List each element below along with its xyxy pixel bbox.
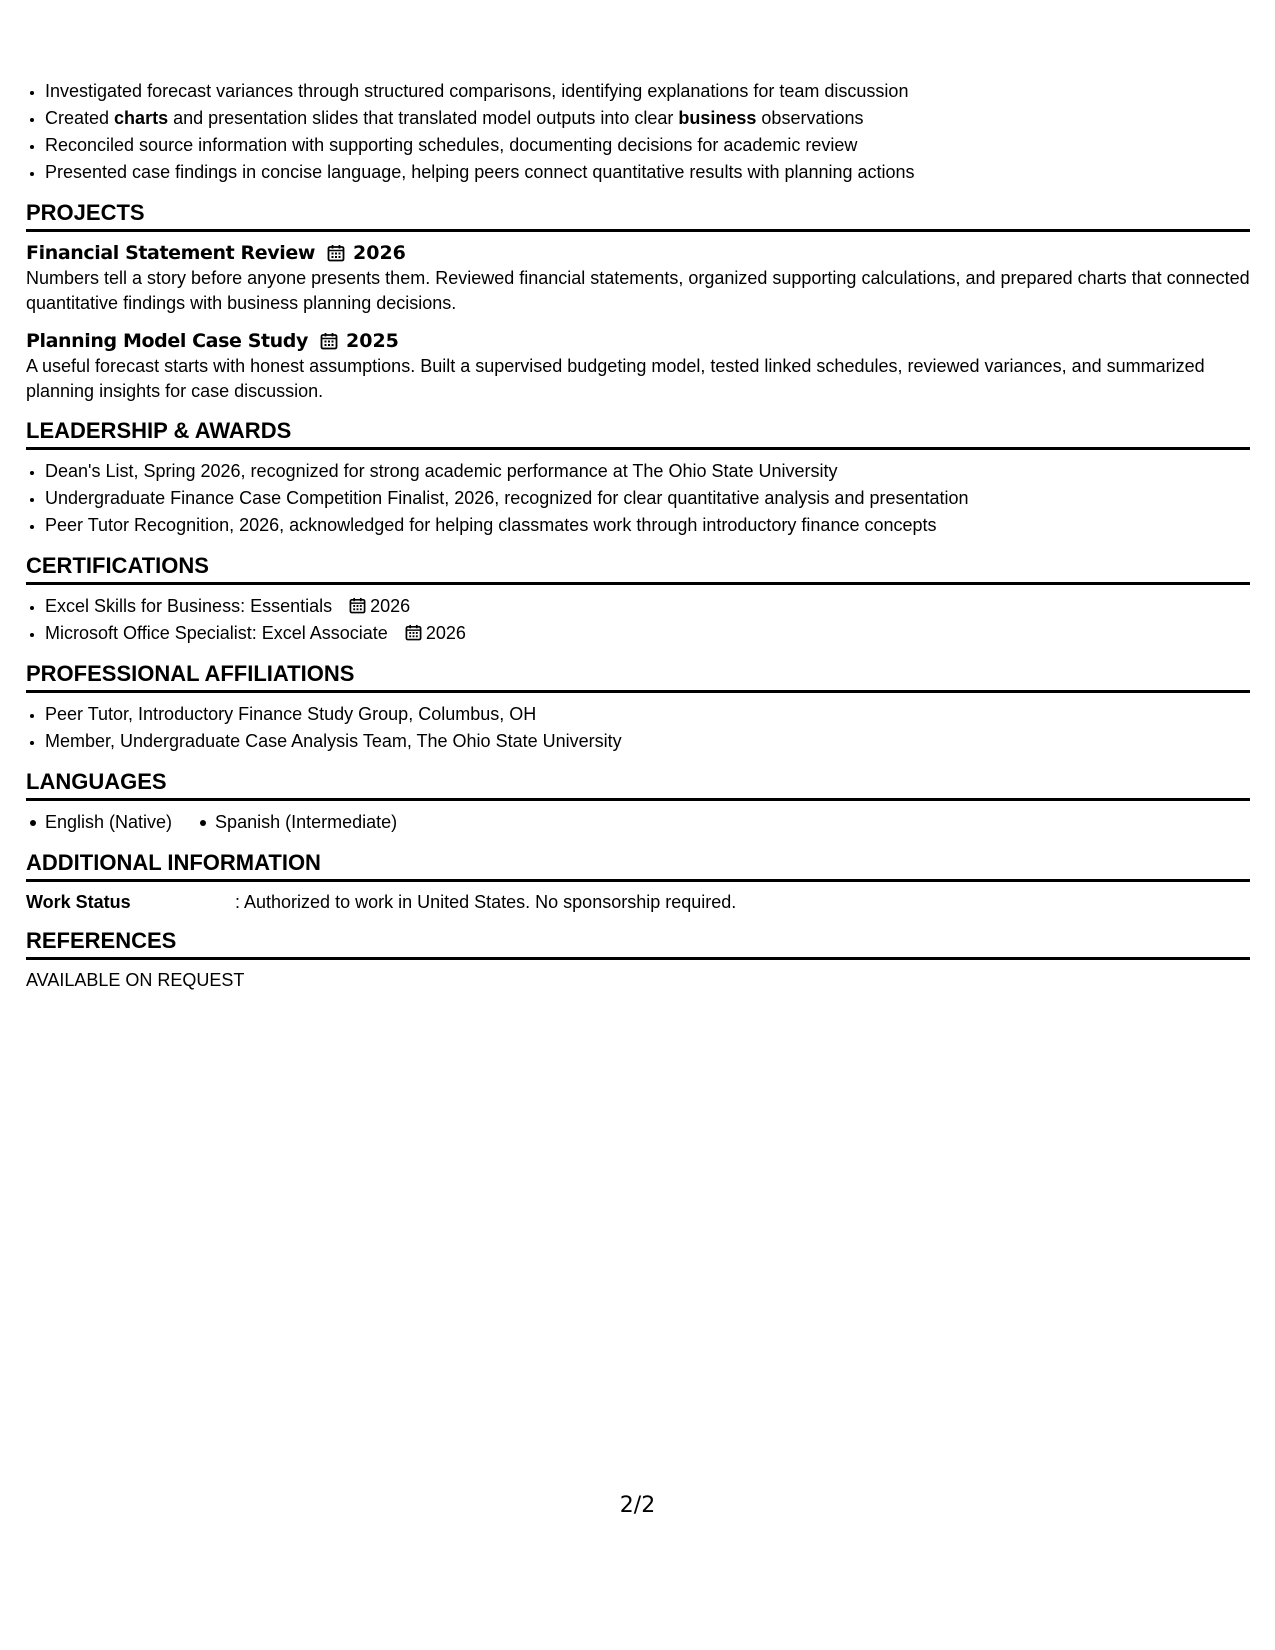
list-item: • Undergraduate Finance Case Competition Finalist, 2026, recognized for clear quantitative analysis and presentation <box>45 485 1250 512</box>
language-item: Spanish (Intermediate) <box>196 809 397 836</box>
certification-item <box>45 620 1250 647</box>
section-heading-references: REFERENCES <box>26 926 1250 960</box>
calendar-icon <box>349 597 366 614</box>
references-text: AVAILABLE ON REQUEST <box>26 970 245 990</box>
affiliations-list <box>26 701 1250 755</box>
references-section <box>26 926 1250 992</box>
work-status-label: Work Status <box>26 892 131 912</box>
experience-bullet-1: • Investigated forecast variances through structured comparisons, identifying explanations for team discussion <box>45 78 1250 105</box>
bold-keyword: business <box>678 108 757 128</box>
bold-keyword: charts <box>114 108 169 128</box>
leadership-list <box>26 458 1250 539</box>
project-header <box>26 240 1250 266</box>
section-heading-projects: PROJECTS <box>26 198 1250 232</box>
calendar-icon <box>405 624 422 641</box>
certification-year: 2026 <box>425 623 466 643</box>
project-year: 2025 <box>346 330 399 352</box>
calendar-icon <box>320 332 338 350</box>
leadership-section <box>26 416 1250 539</box>
list-item: • Peer Tutor, Introductory Finance Study Group, Columbus, OH <box>45 701 1250 728</box>
certification-item <box>45 593 1250 620</box>
list-item: • Member, Undergraduate Case Analysis Team, The Ohio State University <box>45 728 1250 755</box>
section-heading-certifications: CERTIFICATIONS <box>26 551 1250 585</box>
project-description: A useful forecast starts with honest assumptions. Built a supervised budgeting model, tested linked schedules, reviewed variances, and summarized planning insights for case discussion. <box>26 356 1205 401</box>
additional-section <box>26 848 1250 914</box>
experience-bullet-2: • Created charts and presentation slides that translated model outputs into clear business observations <box>45 105 1250 132</box>
section-heading-affiliations: PROFESSIONAL AFFILIATIONS <box>26 659 1250 693</box>
languages-list <box>26 809 1250 836</box>
experience-bullet-3: • Reconciled source information with supporting schedules, documenting decisions for academic review <box>45 132 1250 159</box>
list-item: • Dean's List, Spring 2026, recognized for strong academic performance at The Ohio State University <box>45 458 1250 485</box>
project-title: Financial Statement Review <box>26 242 316 264</box>
project-year: 2026 <box>353 242 406 264</box>
project-header <box>26 328 1250 354</box>
certifications-section <box>26 551 1250 647</box>
page-number: 2/2 <box>619 1493 656 1518</box>
section-heading-additional: ADDITIONAL INFORMATION <box>26 848 1250 882</box>
work-status-value: : Authorized to work in United States. No sponsorship required. <box>235 892 737 912</box>
calendar-icon <box>327 244 345 262</box>
language-item: English (Native) <box>26 809 172 836</box>
project-title: Planning Model Case Study <box>26 330 308 352</box>
list-item: • Peer Tutor Recognition, 2026, acknowledged for helping classmates work through introductory finance concepts <box>45 512 1250 539</box>
certification-name: Excel Skills for Business: Essentials <box>45 596 333 616</box>
work-status-row <box>26 890 1250 914</box>
section-heading-languages: LANGUAGES <box>26 767 1250 801</box>
certifications-list <box>26 593 1250 647</box>
certification-name: Microsoft Office Specialist: Excel Associate <box>45 623 388 643</box>
affiliations-section <box>26 659 1250 755</box>
resume-page <box>26 78 1250 992</box>
certification-year: 2026 <box>370 596 411 616</box>
section-heading-leadership: LEADERSHIP & AWARDS <box>26 416 1250 450</box>
languages-section <box>26 767 1250 836</box>
projects-section <box>26 198 1250 404</box>
project-description: Numbers tell a story before anyone presents them. Reviewed financial statements, organized supporting calculations, and prepared charts that connected quantitative findings with business planning decisions. <box>26 268 1250 313</box>
experience-bullet-4: • Presented case findings in concise language, helping peers connect quantitative results with planning actions <box>45 159 1250 186</box>
experience-bullets <box>26 78 1250 186</box>
